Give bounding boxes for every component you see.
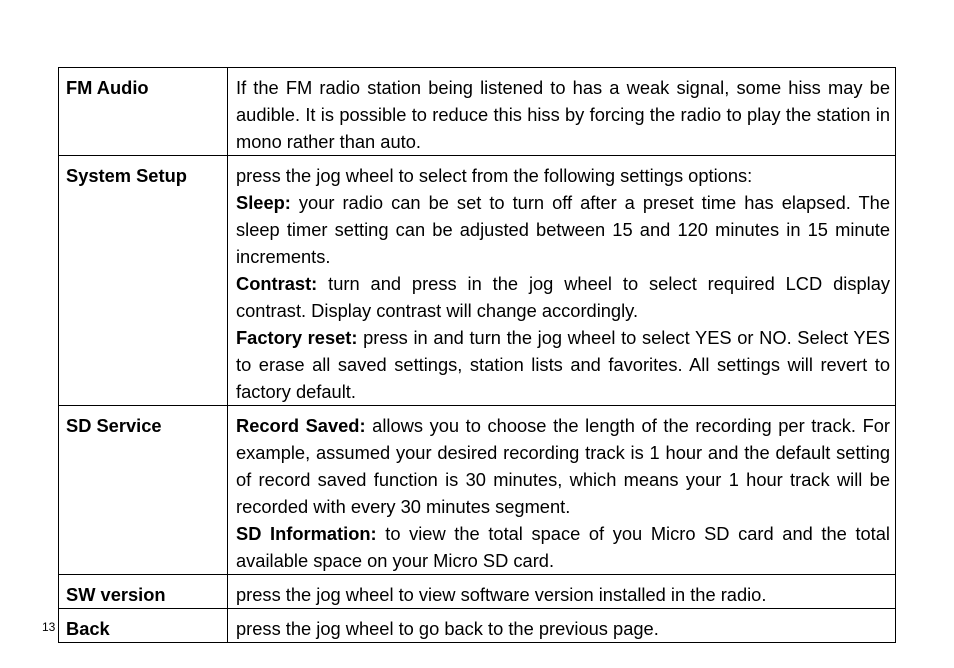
description-paragraph <box>236 412 890 520</box>
description-paragraph <box>236 520 890 574</box>
setting-label: Back <box>59 609 228 643</box>
setting-description <box>228 68 896 156</box>
description-paragraph <box>236 270 890 324</box>
description-text: press the jog wheel to go back to the previous page. <box>236 618 659 639</box>
setting-description <box>228 406 896 575</box>
setting-label: SD Service <box>59 406 228 575</box>
description-paragraph <box>236 74 890 155</box>
table-row-system-setup <box>59 156 896 406</box>
settings-table <box>58 67 896 643</box>
option-term: Contrast: <box>236 273 318 294</box>
table-row-fm-audio <box>59 68 896 156</box>
description-text: press the jog wheel to select from the following settings options: <box>236 165 753 186</box>
setting-label: FM Audio <box>59 68 228 156</box>
setting-description <box>228 575 896 609</box>
description-text: If the FM radio station being listened to has a weak signal, some hiss may be audible. It is possible to reduce this hiss by forcing the radio to play the station in mono rather than auto. <box>236 77 890 152</box>
page-number: 13 <box>42 620 56 634</box>
description-paragraph <box>236 162 890 189</box>
option-term: SD Information: <box>236 523 377 544</box>
description-paragraph <box>236 189 890 270</box>
setting-description <box>228 156 896 406</box>
option-term: Record Saved: <box>236 415 366 436</box>
option-term: Factory reset: <box>236 327 358 348</box>
description-paragraph <box>236 615 890 642</box>
table-row-sd-service <box>59 406 896 575</box>
description-text: turn and press in the jog wheel to select required LCD display contrast. Display contrast will change accordingly. <box>236 273 890 321</box>
description-text: your radio can be set to turn off after a preset time has elapsed. The sleep timer setting can be adjusted between 15 and 120 minutes in 15 minute increments. <box>236 192 890 267</box>
setting-description <box>228 609 896 643</box>
setting-label: System Setup <box>59 156 228 406</box>
table-row-back <box>59 609 896 643</box>
description-text: allows you to choose the length of the recording per track. For example, assumed your desired recording track is 1 hour and the default setting of record saved function is 30 minutes, which means your 1 hour track will be recorded with every 30 minutes segment. <box>236 415 890 517</box>
description-text: press in and turn the jog wheel to select YES or NO. Select YES to erase all saved settings, station lists and favorites. All settings will revert to factory default. <box>236 327 890 402</box>
description-text: press the jog wheel to view software version installed in the radio. <box>236 584 767 605</box>
setting-label: SW version <box>59 575 228 609</box>
description-paragraph <box>236 581 890 608</box>
description-paragraph <box>236 324 890 405</box>
description-text: to view the total space of you Micro SD card and the total available space on your Micro SD card. <box>236 523 890 571</box>
option-term: Sleep: <box>236 192 291 213</box>
table-row-sw-version <box>59 575 896 609</box>
